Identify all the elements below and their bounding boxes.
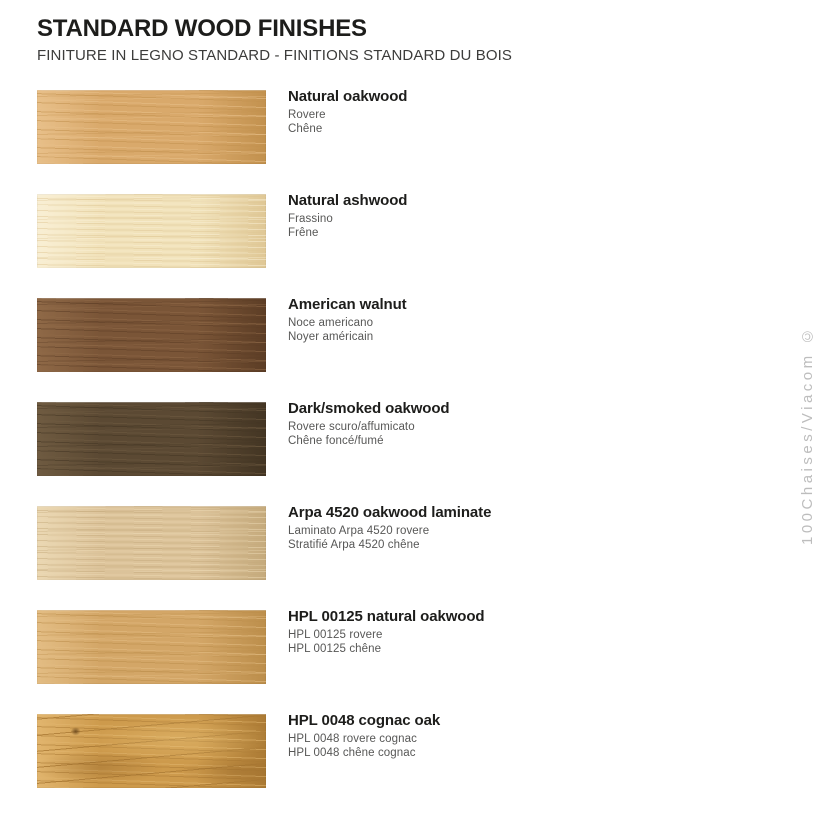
finish-name-italian: Laminato Arpa 4520 rovere — [288, 525, 430, 537]
finish-name: Dark/smoked oakwood — [288, 400, 450, 417]
swatch-natural-oakwood — [37, 90, 266, 164]
finish-name: HPL 0048 cognac oak — [288, 712, 441, 729]
finish-list — [37, 90, 597, 818]
page-header — [37, 14, 512, 64]
swatch-hpl-00125-natural-oakwood — [37, 610, 266, 684]
page-subtitle: FINITURE IN LEGNO STANDARD - FINITIONS STANDARD DU BOIS — [37, 47, 512, 64]
swatch-dark-smoked-oakwood — [37, 402, 266, 476]
finish-row-natural-oakwood — [37, 90, 597, 164]
finish-name-italian: HPL 0048 rovere cognac — [288, 733, 417, 745]
finish-labels — [288, 400, 449, 448]
finish-name-french: HPL 00125 chêne — [288, 642, 382, 655]
finish-labels — [288, 88, 407, 136]
finish-name-french: Chêne foncé/fumé — [288, 434, 384, 447]
finish-name-italian: Frassino — [288, 213, 333, 225]
finish-name-french: Frêne — [288, 226, 319, 239]
finish-labels — [288, 712, 440, 760]
watermark: 100Chaises/Viacom © — [799, 324, 816, 546]
swatch-american-walnut — [37, 298, 266, 372]
finish-name: American walnut — [288, 296, 407, 313]
finish-labels — [288, 192, 407, 240]
finish-labels — [288, 608, 484, 656]
finish-name: HPL 00125 natural oakwood — [288, 608, 485, 625]
finish-row-hpl-0048-cognac-oak — [37, 714, 597, 788]
finish-labels — [288, 296, 407, 344]
swatch-hpl-0048-cognac-oak — [37, 714, 266, 788]
page-title: STANDARD WOOD FINISHES — [37, 15, 367, 42]
finish-name-french: Chêne — [288, 122, 323, 135]
finish-name-italian: HPL 00125 rovere — [288, 629, 383, 641]
finish-name-french: Noyer américain — [288, 330, 374, 343]
finish-row-american-walnut — [37, 298, 597, 372]
finish-name: Natural oakwood — [288, 88, 408, 105]
swatch-arpa-4520-oakwood-laminate — [37, 506, 266, 580]
finish-name: Arpa 4520 oakwood laminate — [288, 504, 492, 521]
finish-row-arpa-4520-oakwood-laminate — [37, 506, 597, 580]
finish-name-italian: Rovere scuro/affumicato — [288, 421, 415, 433]
finish-labels — [288, 504, 491, 552]
finish-name: Natural ashwood — [288, 192, 408, 209]
swatch-natural-ashwood — [37, 194, 266, 268]
finish-name-french: Stratifié Arpa 4520 chêne — [288, 538, 420, 551]
finish-row-hpl-00125-natural-oakwood — [37, 610, 597, 684]
finish-name-french: HPL 0048 chêne cognac — [288, 746, 416, 759]
finish-row-dark-smoked-oakwood — [37, 402, 597, 476]
finish-name-italian: Rovere — [288, 109, 326, 121]
finish-row-natural-ashwood — [37, 194, 597, 268]
finish-name-italian: Noce americano — [288, 317, 374, 329]
